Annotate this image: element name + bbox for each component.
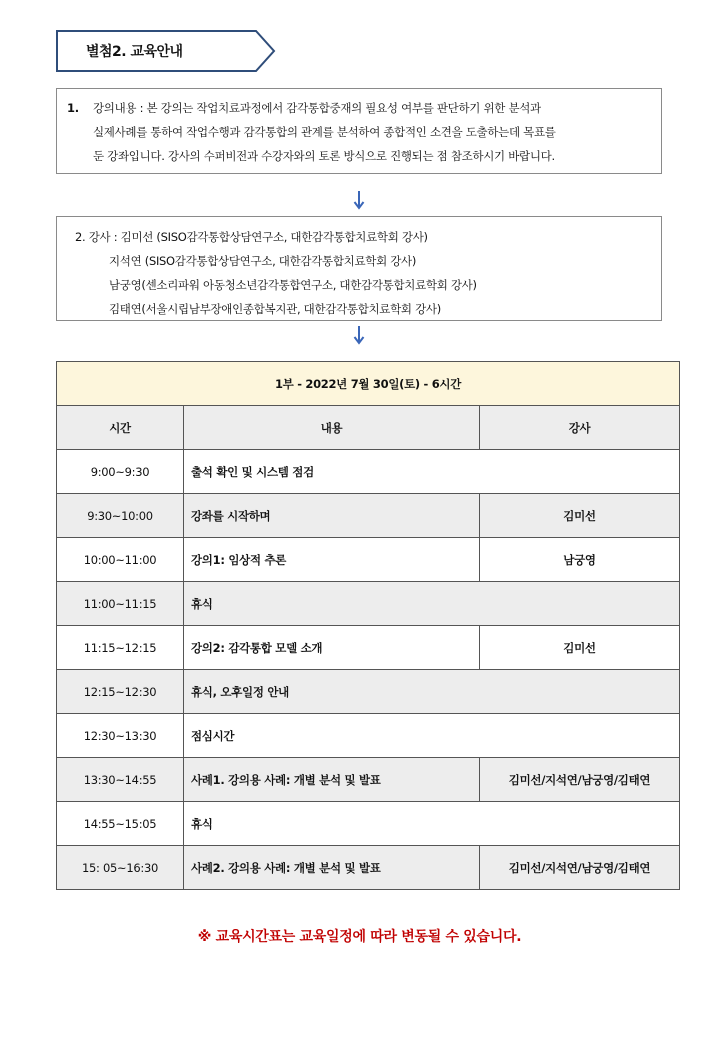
section-tab <box>56 30 276 72</box>
row-content: 강좌를 시작하며 <box>184 494 480 538</box>
down-arrow-icon <box>353 190 365 210</box>
row-time: 15: 05~16:30 <box>57 846 184 890</box>
header-time: 시간 <box>57 406 184 450</box>
section-title: 별첨2. 교육안내 <box>86 44 183 60</box>
row-time: 14:55~15:05 <box>57 802 184 846</box>
schedule-table <box>56 361 680 890</box>
overview-line-1 <box>67 96 651 120</box>
row-time: 11:00~11:15 <box>57 582 184 626</box>
down-arrow-icon <box>353 325 365 345</box>
table-row <box>57 538 680 582</box>
lecturers-heading: 2. 강사 : 김미선 (SISO감각통합상담연구소, 대한감각통합치료학회 강사) <box>75 230 428 244</box>
lecturer-line-3: 김태연(서울시립남부장애인종합복지관, 대한감각통합치료학회 강사) <box>109 302 441 316</box>
lecturer-line-2: 남궁영(센소리파워 아동청소년감각통합연구소, 대한감각통합치료학회 강사) <box>109 278 477 292</box>
lecturers-box <box>56 216 662 321</box>
row-content: 휴식, 오후일정 안내 <box>184 670 680 714</box>
header-lecturer: 강사 <box>480 406 680 450</box>
row-content: 사례1. 강의용 사례: 개별 분석 및 발표 <box>184 758 480 802</box>
table-row <box>57 846 680 890</box>
row-time: 13:30~14:55 <box>57 758 184 802</box>
schedule-title: 1부 - 2022년 7월 30일(토) - 6시간 <box>57 362 680 406</box>
table-row <box>57 582 680 626</box>
schedule-title-row <box>57 362 680 406</box>
row-time: 9:30~10:00 <box>57 494 184 538</box>
table-row <box>57 758 680 802</box>
overview-text-1: 강의내용 : 본 강의는 작업치료과정에서 감각통합중재의 필요성 여부를 판단하기 위한 분석과 <box>93 101 541 115</box>
table-row <box>57 802 680 846</box>
table-row <box>57 626 680 670</box>
lecturer-line-1: 지석연 (SISO감각통합상담연구소, 대한감각통합치료학회 강사) <box>109 254 417 268</box>
row-lecturer: 김미선 <box>480 494 680 538</box>
row-lecturer: 김미선/지석연/남궁영/김태연 <box>480 758 680 802</box>
table-row <box>57 714 680 758</box>
row-time: 11:15~12:15 <box>57 626 184 670</box>
row-time: 10:00~11:00 <box>57 538 184 582</box>
table-row <box>57 670 680 714</box>
schedule-header-row <box>57 406 680 450</box>
row-content: 사례2. 강의용 사례: 개별 분석 및 발표 <box>184 846 480 890</box>
row-content: 휴식 <box>184 582 680 626</box>
row-content: 점심시간 <box>184 714 680 758</box>
overview-number: 1. <box>67 101 79 115</box>
table-row <box>57 494 680 538</box>
schedule-change-notice: ※ 교육시간표는 교육일정에 따라 변동될 수 있습니다. <box>197 929 522 945</box>
overview-line-2: 실제사례를 통하여 작업수행과 감각통합의 관계를 분석하여 종합적인 소견을 도출하는데 목표를 <box>93 125 556 139</box>
row-content: 강의1: 임상적 추론 <box>184 538 480 582</box>
table-row <box>57 450 680 494</box>
row-content: 출석 확인 및 시스템 점검 <box>184 450 680 494</box>
row-lecturer: 남궁영 <box>480 538 680 582</box>
row-time: 12:15~12:30 <box>57 670 184 714</box>
row-content: 강의2: 감각통합 모델 소개 <box>184 626 480 670</box>
row-content: 휴식 <box>184 802 680 846</box>
header-content: 내용 <box>184 406 480 450</box>
row-time: 9:00~9:30 <box>57 450 184 494</box>
row-lecturer: 김미선/지석연/남궁영/김태연 <box>480 846 680 890</box>
overview-line-3: 둔 강좌입니다. 강사의 수퍼비전과 수강자와의 토론 방식으로 진행되는 점 참조하시기 바랍니다. <box>93 149 555 163</box>
course-overview-box <box>56 88 662 174</box>
row-lecturer: 김미선 <box>480 626 680 670</box>
row-time: 12:30~13:30 <box>57 714 184 758</box>
